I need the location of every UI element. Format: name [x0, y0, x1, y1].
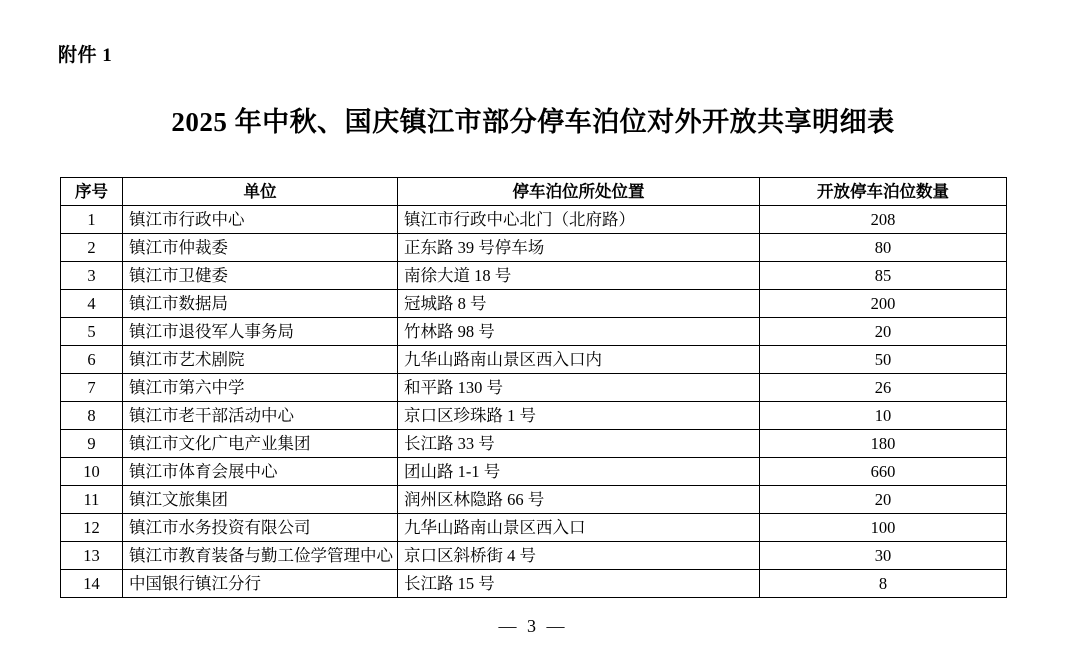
- table-row: [61, 514, 1007, 542]
- table-row: [61, 234, 1007, 262]
- cell-location: 长江路 33 号: [398, 430, 760, 458]
- table-row: [61, 318, 1007, 346]
- cell-location: 京口区斜桥街 4 号: [398, 542, 760, 570]
- cell-unit: 镇江市仲裁委: [123, 234, 398, 262]
- cell-index: 3: [61, 262, 123, 290]
- cell-location: 冠城路 8 号: [398, 290, 760, 318]
- cell-location: 长江路 15 号: [398, 570, 760, 598]
- cell-unit: 镇江市水务投资有限公司: [123, 514, 398, 542]
- cell-count: 20: [760, 318, 1007, 346]
- table-row: [61, 542, 1007, 570]
- cell-count: 200: [760, 290, 1007, 318]
- cell-count: 10: [760, 402, 1007, 430]
- table-row: [61, 290, 1007, 318]
- cell-unit: 镇江市行政中心: [123, 206, 398, 234]
- cell-index: 10: [61, 458, 123, 486]
- cell-location: 九华山路南山景区西入口: [398, 514, 760, 542]
- cell-location: 团山路 1-1 号: [398, 458, 760, 486]
- cell-count: 50: [760, 346, 1007, 374]
- cell-index: 7: [61, 374, 123, 402]
- cell-index: 4: [61, 290, 123, 318]
- cell-index: 1: [61, 206, 123, 234]
- cell-count: 80: [760, 234, 1007, 262]
- cell-count: 8: [760, 570, 1007, 598]
- table-row: [61, 374, 1007, 402]
- cell-location: 和平路 130 号: [398, 374, 760, 402]
- cell-count: 180: [760, 430, 1007, 458]
- cell-unit: 镇江市老干部活动中心: [123, 402, 398, 430]
- cell-count: 660: [760, 458, 1007, 486]
- cell-location: 镇江市行政中心北门（北府路）: [398, 206, 760, 234]
- cell-unit: 镇江市数据局: [123, 290, 398, 318]
- cell-count: 20: [760, 486, 1007, 514]
- cell-unit: 镇江市教育装备与勤工俭学管理中心: [123, 542, 398, 570]
- cell-location: 京口区珍珠路 1 号: [398, 402, 760, 430]
- table-row: [61, 402, 1007, 430]
- cell-index: 13: [61, 542, 123, 570]
- parking-table: [60, 177, 1007, 598]
- cell-count: 85: [760, 262, 1007, 290]
- cell-count: 208: [760, 206, 1007, 234]
- cell-unit: 镇江市卫健委: [123, 262, 398, 290]
- cell-index: 6: [61, 346, 123, 374]
- column-header-location: 停车泊位所处位置: [398, 178, 760, 206]
- column-header-index: 序号: [61, 178, 123, 206]
- cell-unit: 镇江市文化广电产业集团: [123, 430, 398, 458]
- cell-index: 2: [61, 234, 123, 262]
- cell-index: 9: [61, 430, 123, 458]
- cell-unit: 镇江文旅集团: [123, 486, 398, 514]
- cell-count: 26: [760, 374, 1007, 402]
- table-row: [61, 346, 1007, 374]
- cell-count: 100: [760, 514, 1007, 542]
- cell-unit: 镇江市艺术剧院: [123, 346, 398, 374]
- parking-table-container: [60, 177, 1006, 598]
- cell-unit: 镇江市第六中学: [123, 374, 398, 402]
- cell-index: 11: [61, 486, 123, 514]
- table-header-row: [61, 178, 1007, 206]
- cell-location: 竹林路 98 号: [398, 318, 760, 346]
- page-title: 2025 年中秋、国庆镇江市部分停车泊位对外开放共享明细表: [171, 107, 895, 137]
- cell-index: 12: [61, 514, 123, 542]
- attachment-label: 附件 1: [58, 45, 113, 66]
- table-row: [61, 486, 1007, 514]
- cell-count: 30: [760, 542, 1007, 570]
- table-row: [61, 262, 1007, 290]
- cell-unit: 镇江市体育会展中心: [123, 458, 398, 486]
- cell-index: 5: [61, 318, 123, 346]
- table-row: [61, 458, 1007, 486]
- cell-location: 润州区林隐路 66 号: [398, 486, 760, 514]
- table-body: [61, 206, 1007, 598]
- table-row: [61, 206, 1007, 234]
- cell-location: 九华山路南山景区西入口内: [398, 346, 760, 374]
- column-header-unit: 单位: [123, 178, 398, 206]
- table-row: [61, 430, 1007, 458]
- table-row: [61, 570, 1007, 598]
- cell-unit: 中国银行镇江分行: [123, 570, 398, 598]
- column-header-count: 开放停车泊位数量: [760, 178, 1007, 206]
- cell-index: 14: [61, 570, 123, 598]
- cell-unit: 镇江市退役军人事务局: [123, 318, 398, 346]
- cell-index: 8: [61, 402, 123, 430]
- cell-location: 南徐大道 18 号: [398, 262, 760, 290]
- cell-location: 正东路 39 号停车场: [398, 234, 760, 262]
- page-number: — 3 —: [498, 616, 568, 636]
